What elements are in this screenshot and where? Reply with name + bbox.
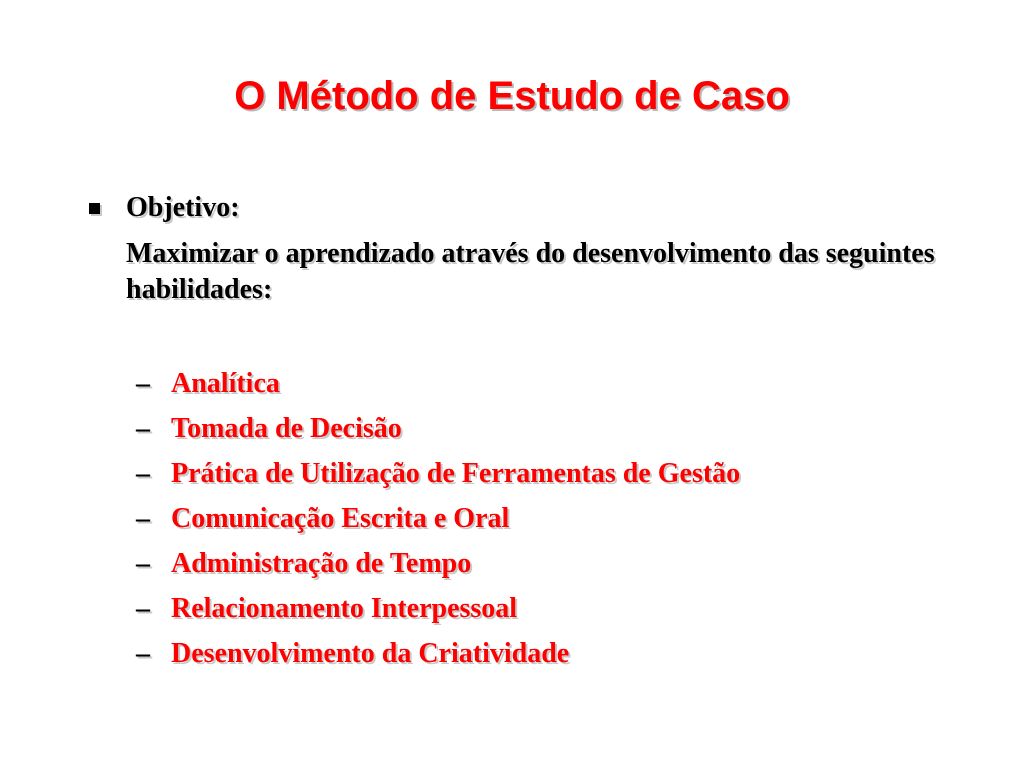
skill-item	[136, 586, 996, 631]
skill-label: Comunicação Escrita e Oral	[171, 503, 510, 534]
skill-item	[136, 631, 996, 676]
skill-label: Prática de Utilização de Ferramentas de Gestão	[171, 458, 741, 489]
slide-title: O Método de Estudo de Caso	[234, 74, 790, 118]
skill-item	[136, 541, 996, 586]
objective-description: Maximizar o aprendizado através do desenvolvimento das seguintes habilidades:	[126, 238, 935, 305]
skill-label: Relacionamento Interpessoal	[171, 593, 518, 624]
skill-label: Desenvolvimento da Criatividade	[171, 638, 570, 669]
dash-bullet-icon: –	[136, 413, 150, 444]
dash-bullet-icon: –	[136, 548, 150, 579]
skill-label: Administração de Tempo	[171, 548, 472, 579]
dash-bullet-icon: –	[136, 458, 150, 489]
skill-label: Analítica	[171, 368, 280, 399]
dash-bullet-icon: –	[136, 503, 150, 534]
dash-bullet-icon: –	[136, 638, 150, 669]
square-bullet-icon	[89, 203, 100, 214]
skill-item	[136, 406, 996, 451]
skill-item	[136, 496, 996, 541]
skill-item	[136, 361, 996, 406]
dash-bullet-icon: –	[136, 593, 150, 624]
skill-item	[136, 451, 996, 496]
skills-list	[136, 361, 996, 676]
objective-label: Objetivo:	[126, 192, 240, 223]
skill-label: Tomada de Decisão	[171, 413, 402, 444]
dash-bullet-icon: –	[136, 368, 150, 399]
